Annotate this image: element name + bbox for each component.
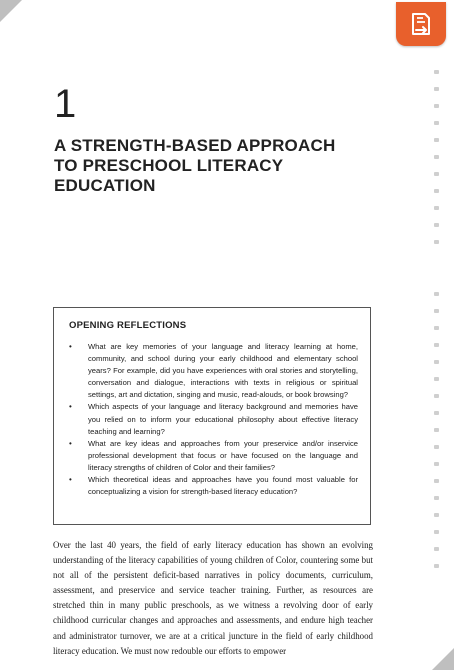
margin-thumbnail-strip: [432, 60, 444, 580]
reader-button[interactable]: [396, 2, 446, 46]
chapter-title: A STRENGTH-BASED APPROACH TO PRESCHOOL LITERACY EDUCATION: [54, 136, 336, 195]
reflection-item: • What are key ideas and approaches from your preservice and/or inservice professional development that focus or have focused on the language and literacy strengths of children of Color and their families?: [66, 438, 358, 474]
book-reader-icon: [407, 9, 435, 39]
reflections-list: [66, 341, 358, 498]
reflection-item: • Which theoretical ideas and approaches have you found most valuable for conceptualizing a vision for strength-based literacy education?: [66, 474, 358, 498]
opening-reflections-box: [53, 307, 371, 525]
page-corner-top-left: [0, 0, 22, 22]
chapter-number: 1: [54, 82, 77, 126]
reflection-item: • What are key memories of your language and literacy learning at home, community, and school during your early childhood and elementary school years? For example, did you have experiences with oral stories and storytelling, conversation and dialogue, interactions with texts in religious or spiritual settings, art and dictation, singing and music, read-alouds, or book browsing?: [66, 341, 358, 401]
reflections-heading: OPENING REFLECTIONS: [69, 320, 187, 331]
page-corner-bottom-right: [432, 648, 454, 670]
body-paragraph: Over the last 40 years, the field of early literacy education has shown an evolving understanding of the literacy capabilities of young children of Color, countering some but not all of the persistent deficit-based narratives in policy documents, curriculum, assessment, and preservice and service teacher training. Further, as resources are stretched thin in many public preschools, as we witness a revolving door of early childhood curricular changes and approaches and assessments, and endure high teacher and administrator turnover, we are at a critical juncture in the field of early childhood literacy education. We must now redouble our efforts to empower: [53, 540, 373, 656]
reflection-item: • Which aspects of your language and literacy background and memories have you relied on to inform your educational philosophy about effective literacy teaching and learning?: [66, 401, 358, 437]
